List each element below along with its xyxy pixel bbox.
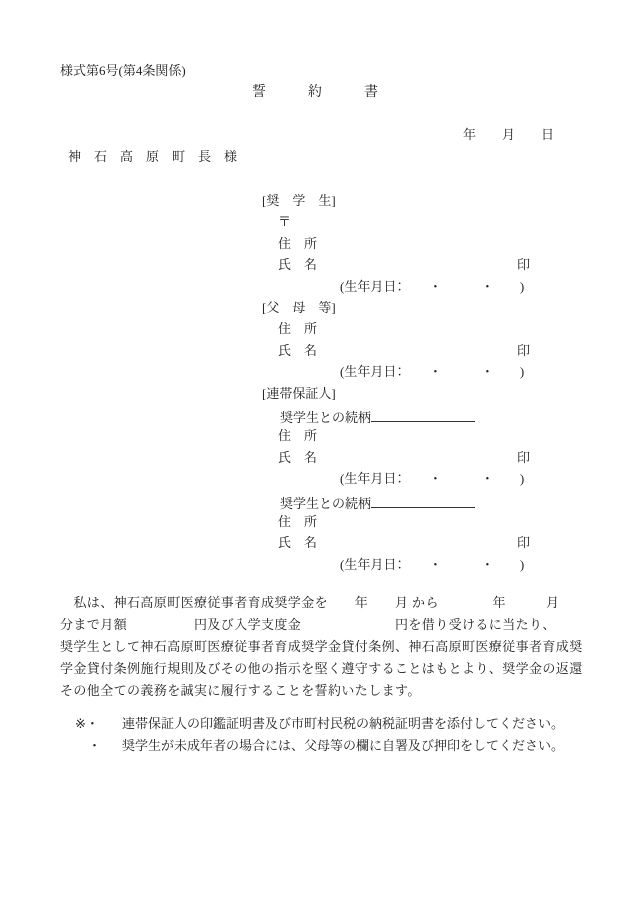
student-name-label: 氏 名 <box>278 257 318 272</box>
parents-seal-mark: 印 <box>517 343 531 358</box>
parents-address-label: 住 所 <box>278 321 318 336</box>
guarantor1-relation-blank-line <box>371 408 475 422</box>
guarantor2-name-label: 氏 名 <box>278 535 318 550</box>
section-student-header: [奨 学 生] <box>262 193 336 208</box>
section-parents-header: [父 母 等] <box>262 300 336 315</box>
addressee-line: 神 石 高 原 町 長 様 <box>68 149 238 164</box>
form-number: 様式第6号(第4条関係) <box>60 63 186 78</box>
guarantor1-relation-row <box>280 408 475 424</box>
pledge-paragraph-line: 学金貸付条例施行規則及びその他の指示を堅く遵守することはもとより、奨学金の返還 <box>60 661 583 676</box>
note1-text: 連帯保証人の印鑑証明書及び市町村民税の納税証明書を添付してください。 <box>122 716 565 731</box>
pledge-paragraph-line: 奨学生として神石高原町医療従事者育成奨学金貸付条例、神石高原町医療従事者育成奨 <box>60 639 583 654</box>
guarantor1-relation-label: 奨学生との続柄 <box>280 410 372 425</box>
note2-marker: ・ <box>88 738 102 753</box>
guarantor2-birth-date-line: (生年月日： ・ ・ ) <box>340 557 525 572</box>
document-title: 誓 約 書 <box>252 85 378 100</box>
guarantor2-address-label: 住 所 <box>278 514 318 529</box>
pledge-paragraph-line: その他全ての義務を誠実に履行することを誓約いたします。 <box>60 683 421 698</box>
guarantor2-relation-label: 奨学生との続柄 <box>280 496 372 511</box>
parents-birth-date-line: (生年月日： ・ ・ ) <box>340 364 525 379</box>
student-seal-mark: 印 <box>517 257 531 272</box>
section-guarantor-header: [連帯保証人] <box>262 386 336 401</box>
pledge-paragraph-line: 分まで月額 円及び入学支度金 円を借り受けるに当たり、 <box>60 617 556 632</box>
date-line: 年 月 日 <box>462 127 554 142</box>
student-address-label: 住 所 <box>278 236 318 251</box>
postal-mark: 〒 <box>278 214 292 229</box>
parents-name-label: 氏 名 <box>278 343 318 358</box>
note2-text: 奨学生が未成年者の場合には、父母等の欄に自署及び押印をしてください。 <box>122 738 565 753</box>
guarantor2-relation-blank-line <box>371 494 475 508</box>
guarantor2-relation-row <box>280 494 475 510</box>
student-birth-date-line: (生年月日： ・ ・ ) <box>340 279 525 294</box>
note1-marker: ※・ <box>75 716 99 731</box>
guarantor1-birth-date-line: (生年月日： ・ ・ ) <box>340 471 525 486</box>
guarantor1-address-label: 住 所 <box>278 428 318 443</box>
guarantor2-seal-mark: 印 <box>517 535 531 550</box>
guarantor1-name-label: 氏 名 <box>278 450 318 465</box>
guarantor1-seal-mark: 印 <box>517 450 531 465</box>
pledge-paragraph-line: 私は、神石高原町医療従事者育成奨学金を 年 月 から 年 月 <box>60 595 560 610</box>
